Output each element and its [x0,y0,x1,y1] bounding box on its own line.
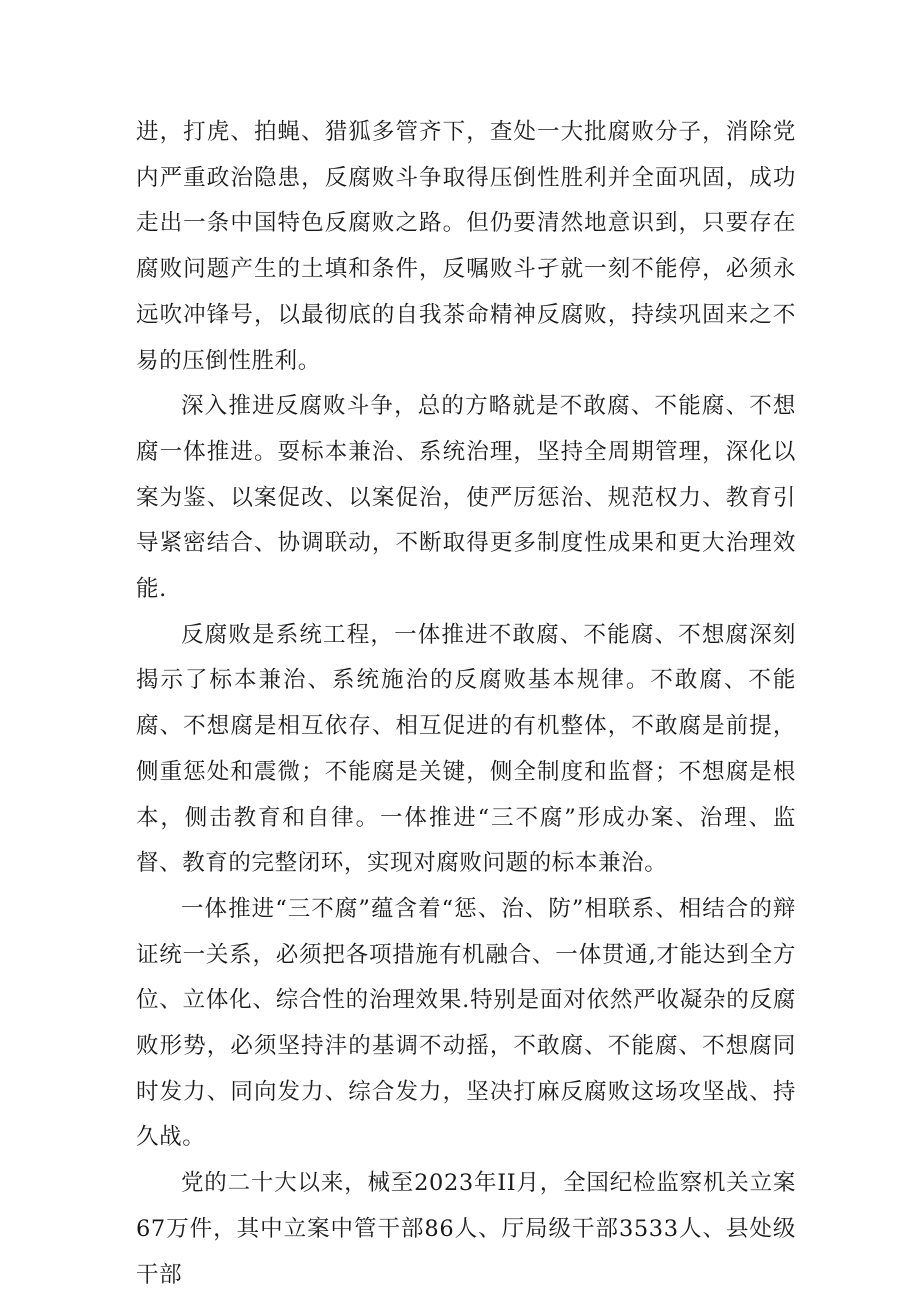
paragraph-2: 深入推进反腐败斗争，总的方略就是不敢腐、不能腐、不想腐一体推进。耍标本兼治、系统治理，坚持全周期管理，深化以案为鉴、以案促改、以案促治，使严厉惩治、规范权力、教育引导紧密结合、协调联动，不断取得更多制度性成果和更大治理效能. [136,393,796,603]
paragraph-3: 反腐败是系统工程，一体推进不敢腐、不能腐、不想腐深刻揭示了标本兼治、系统施治的反腐败基本规律。不敢腐、不能腐、不想腐是相互依存、相互促进的有机整体，不敢腐是前提，侧重惩处和震微；不能腐是关键，侧全制度和监督；不想腐是根本，侧击教育和自律。一体推进“三不腐”形成办案、治理、监督、教育的完整闭环，实现对腐败问题的标本兼治。 [136,621,796,877]
paragraph-1: 进，打虎、拍蝇、猎狐多管齐下，查处一大批腐败分子，消除党内严重政治隐患，反腐败斗争取得压倒性胜利并全面巩固，成功走出一条中国特色反腐败之路。但仍要清然地意识到，只要存在腐败问题产生的土填和条件，反嘱败斗孑就一刻不能停，必须永远吹冲锋号，以最彻底的自我茶命精神反腐败，持续巩固来之不易的压倒性胜利。 [136,119,796,374]
document-body [136,110,796,1298]
paragraph-4: 一体推进“三不腐”蕴含着“惩、治、防”相联系、相结合的辩证统一关系，必须把各项措施有机融合、一体贯通,才能达到全方位、立体化、综合性的治理效果.特别是面对依然严收凝杂的反腐败形势，必须坚持沣的基调不动摇，不敢腐、不能腐、不想腐同时发力、同向发力、综合发力，坚决打麻反腐败这场攻坚战、持久战。 [136,895,796,1151]
paragraph-5: 党的二十大以来，械至2023年II月，全国纪检监察机关立案67万件，其中立案中管干部86人、厅局级干部3533人、县处级干部 [136,1170,796,1288]
